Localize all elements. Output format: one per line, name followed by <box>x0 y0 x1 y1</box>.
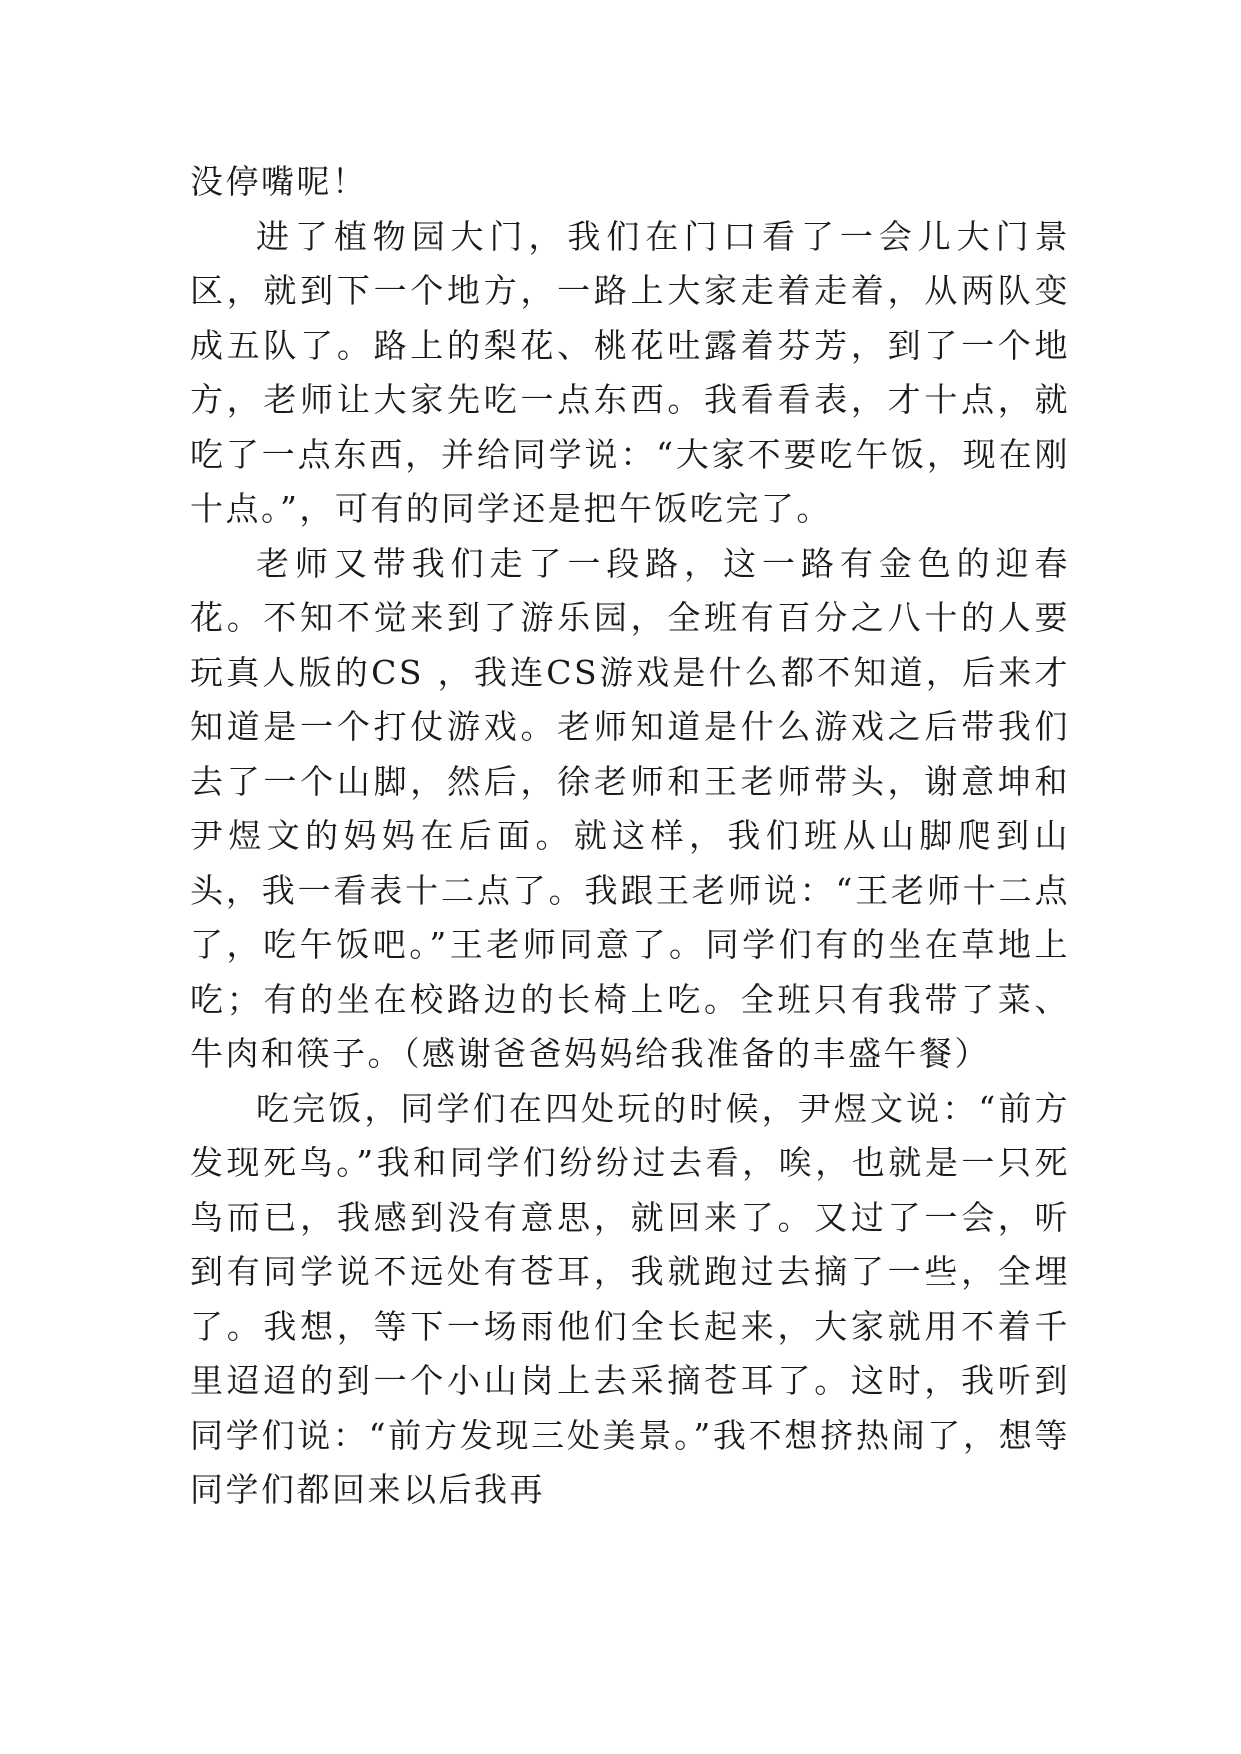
paragraph-continued: 没停嘴呢！ <box>190 162 368 201</box>
document-page <box>190 155 1070 1518</box>
paragraph-park-entrance: 进了植物园大门，我们在门口看了一会儿大门景区，就到下一个地方，一路上大家走着走着，从两队变成五队了。路上的梨花、桃花吐露着芬芳，到了一个地方，老师让大家先吃一点东西。我看看表，才十点，就吃了一点东西，并给同学说：“大家不要吃午饭，现在刚十点。”，可有的同学还是把午饭吃完了。 <box>190 216 1070 528</box>
paragraph-after-lunch: 吃完饭，同学们在四处玩的时候，尹煜文说：“前方发现死鸟。”我和同学们纷纷过去看，唉，也就是一只死鸟而已，我感到没有意思，就回来了。又过了一会，听到有同学说不远处有苍耳，我就跑过去摘了一些，全埋了。我想，等下一场雨他们全长起来，大家就用不着千里迢迢的到一个小山岗上去采摘苍耳了。这时，我听到同学们说：“前方发现三处美景。”我不想挤热闹了，想等同学们都回来以后我再 <box>190 1088 1070 1509</box>
paragraph-mountain-climb: 老师又带我们走了一段路，这一路有金色的迎春花。不知不觉来到了游乐园，全班有百分之八十的人要玩真人版的CS ，我连CS游戏是什么都不知道，后来才知道是一个打仗游戏。老师知道是什么游戏之后带我们去了一个山脚，然后，徐老师和王老师带头，谢意坤和尹煜文的妈妈在后面。就这样，我们班从山脚爬到山头，我一看表十二点了。我跟王老师说：“王老师十二点了，吃午饭吧。”王老师同意了。同学们有的坐在草地上吃；有的坐在校路边的长椅上吃。全班只有我带了菜、牛肉和筷子。（感谢爸爸妈妈给我准备的丰盛午餐） <box>190 543 1070 1073</box>
